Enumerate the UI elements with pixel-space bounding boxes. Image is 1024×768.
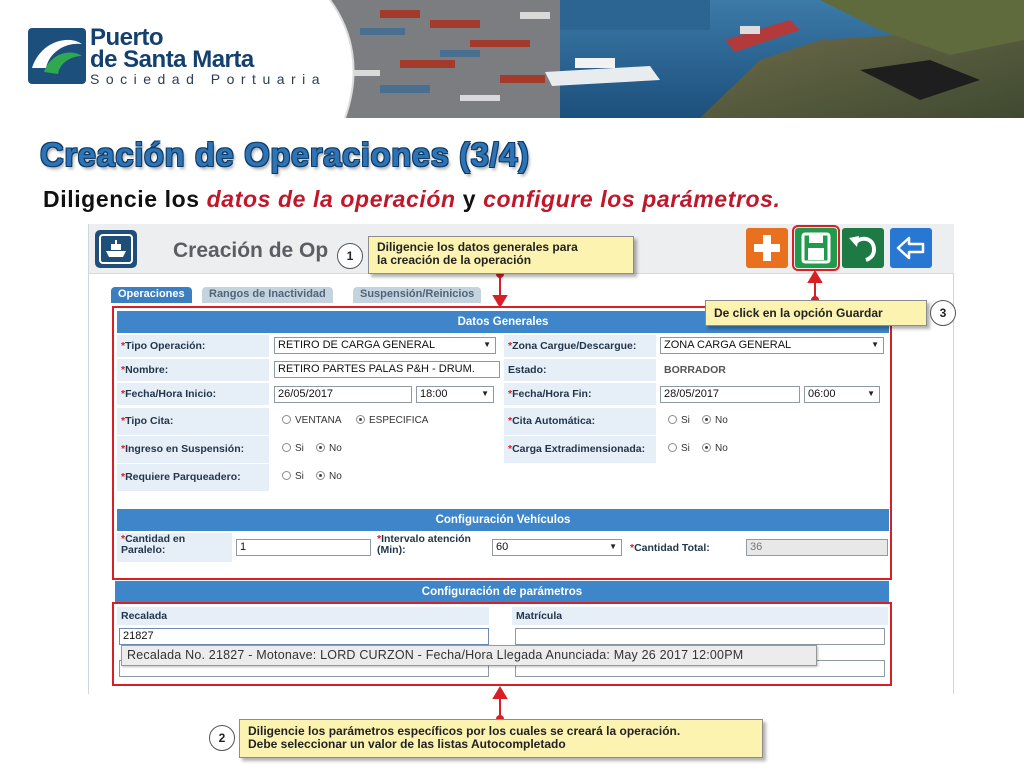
subtitle-part: y <box>455 186 484 212</box>
recalada-input[interactable]: 21827 <box>119 628 489 645</box>
chevron-down-icon: ▼ <box>609 542 617 551</box>
fecha-fin-input[interactable]: 28/05/2017 <box>660 386 800 403</box>
radio-especifica[interactable]: ESPECIFICA <box>356 415 428 426</box>
subtitle-part: Diligencie los <box>43 186 207 212</box>
header-banner <box>0 0 1024 118</box>
chevron-down-icon: ▼ <box>867 389 875 398</box>
callout-line: la creación de la operación <box>377 253 532 267</box>
label-tipo-operacion: *Tipo Operación: <box>117 335 269 357</box>
label-ingreso-suspension: *Ingreso en Suspensión: <box>117 436 269 463</box>
label-matricula: Matrícula <box>512 607 888 625</box>
slide-title: Creación de Operaciones (3/4) <box>40 136 530 173</box>
estado-value: BORRADOR <box>664 364 726 376</box>
step-number-1: 1 <box>337 243 363 269</box>
tipo-operacion-select[interactable]: RETIRO DE CARGA GENERAL ▼ <box>274 337 496 354</box>
step-number-2: 2 <box>209 725 235 751</box>
radio-cita-si[interactable]: Si <box>668 415 690 426</box>
callout-line: Diligencie los datos generales para <box>377 240 578 254</box>
radio-suspension-no[interactable]: No <box>316 443 342 454</box>
callout-line: Diligencie los parámetros específicos por los cuales se creará la operación. <box>248 724 681 738</box>
callout-guardar <box>705 300 927 326</box>
undo-button[interactable] <box>842 228 884 268</box>
label-carga-extra: *Carga Extradimensionada: <box>504 436 656 463</box>
recalada-autocomplete-option[interactable]: Recalada No. 21827 - Motonave: LORD CURZON - Fecha/Hora Llegada Anunciada: May 26 2017 12:00PM <box>121 645 817 666</box>
plus-icon <box>746 228 788 268</box>
save-button[interactable] <box>795 228 837 268</box>
subtitle-emphasis: datos de la operación <box>206 186 456 212</box>
undo-icon <box>842 228 884 268</box>
matricula-input[interactable] <box>515 628 885 645</box>
section-header-config-vehiculos: Configuración Vehículos <box>117 509 889 531</box>
label-fecha-inicio: *Fecha/Hora Inicio: <box>117 383 269 405</box>
radio-extra-si[interactable]: Si <box>668 443 690 454</box>
cantidad-paralelo-input[interactable]: 1 <box>236 539 371 556</box>
hora-inicio-select[interactable]: 18:00 ▼ <box>416 386 494 403</box>
tab-rangos-inactividad[interactable]: Rangos de Inactividad <box>202 287 333 303</box>
label-requiere-parqueadero: *Requiere Parqueadero: <box>117 464 269 491</box>
label-nombre: *Nombre: <box>117 359 269 381</box>
parameters-panel <box>112 602 892 686</box>
section-header-config-parametros: Configuración de parámetros <box>115 581 889 603</box>
radio-parqueadero-no[interactable]: No <box>316 471 342 482</box>
radio-parqueadero-si[interactable]: Si <box>282 471 304 482</box>
tab-operaciones[interactable]: Operaciones <box>111 287 192 303</box>
radio-extra-no[interactable]: No <box>702 443 728 454</box>
logo-text-santa-marta: de Santa Marta <box>90 46 254 73</box>
back-button[interactable] <box>890 228 932 268</box>
label-fecha-fin: *Fecha/Hora Fin: <box>504 383 656 405</box>
chevron-down-icon: ▼ <box>483 340 491 349</box>
radio-cita-no[interactable]: No <box>702 415 728 426</box>
label-cantidad-total: *Cantidad Total: <box>630 542 710 554</box>
arrow-left-icon <box>890 228 932 268</box>
tab-suspension-reinicios[interactable]: Suspensión/Reinicios <box>353 287 481 303</box>
label-zona-cargue: *Zona Cargue/Descargue: <box>504 335 656 357</box>
logo-text-sociedad: Sociedad Portuaria <box>90 71 327 87</box>
fecha-inicio-input[interactable]: 26/05/2017 <box>274 386 412 403</box>
callout-datos-generales <box>368 236 634 274</box>
cantidad-total-input: 36 <box>746 539 888 556</box>
label-intervalo: *Intervalo atención (Min): <box>377 533 471 556</box>
label-cita-automatica: *Cita Automática: <box>504 408 656 435</box>
label-recalada: Recalada <box>117 607 489 625</box>
chevron-down-icon: ▼ <box>481 389 489 398</box>
radio-ventana[interactable]: VENTANA <box>282 415 342 426</box>
label-cantidad-paralelo: *Cantidad en Paralelo: <box>117 533 232 562</box>
logo-text-puerto: Puerto <box>90 24 164 51</box>
section-header-datos-generales: Datos Generales <box>117 311 889 333</box>
subtitle-emphasis: configure los parámetros. <box>483 186 781 212</box>
callout-line: De click en la opción Guardar <box>714 306 883 320</box>
callout-line: Debe seleccionar un valor de las listas Autocompletado <box>248 737 566 751</box>
zona-cargue-select[interactable]: ZONA CARGA GENERAL ▼ <box>660 337 884 354</box>
chevron-down-icon: ▼ <box>871 340 879 349</box>
add-button[interactable] <box>746 228 788 268</box>
intervalo-select[interactable]: 60 ▼ <box>492 539 622 556</box>
app-window <box>88 224 954 694</box>
radio-suspension-si[interactable]: Si <box>282 443 304 454</box>
label-estado: Estado: <box>504 359 656 381</box>
callout-parametros <box>239 719 763 758</box>
step-number-3: 3 <box>930 300 956 326</box>
floppy-save-icon <box>795 228 837 268</box>
nombre-input[interactable]: RETIRO PARTES PALAS P&H - DRUM. <box>274 361 500 378</box>
app-title: Creación de Op <box>173 239 329 262</box>
hora-fin-select[interactable]: 06:00 ▼ <box>804 386 880 403</box>
wave-logo-icon <box>28 28 86 84</box>
ship-icon <box>95 230 137 268</box>
general-data-panel <box>112 306 892 580</box>
company-logo <box>26 24 327 94</box>
label-tipo-cita: *Tipo Cita: <box>117 408 269 435</box>
slide-subtitle <box>43 186 781 213</box>
